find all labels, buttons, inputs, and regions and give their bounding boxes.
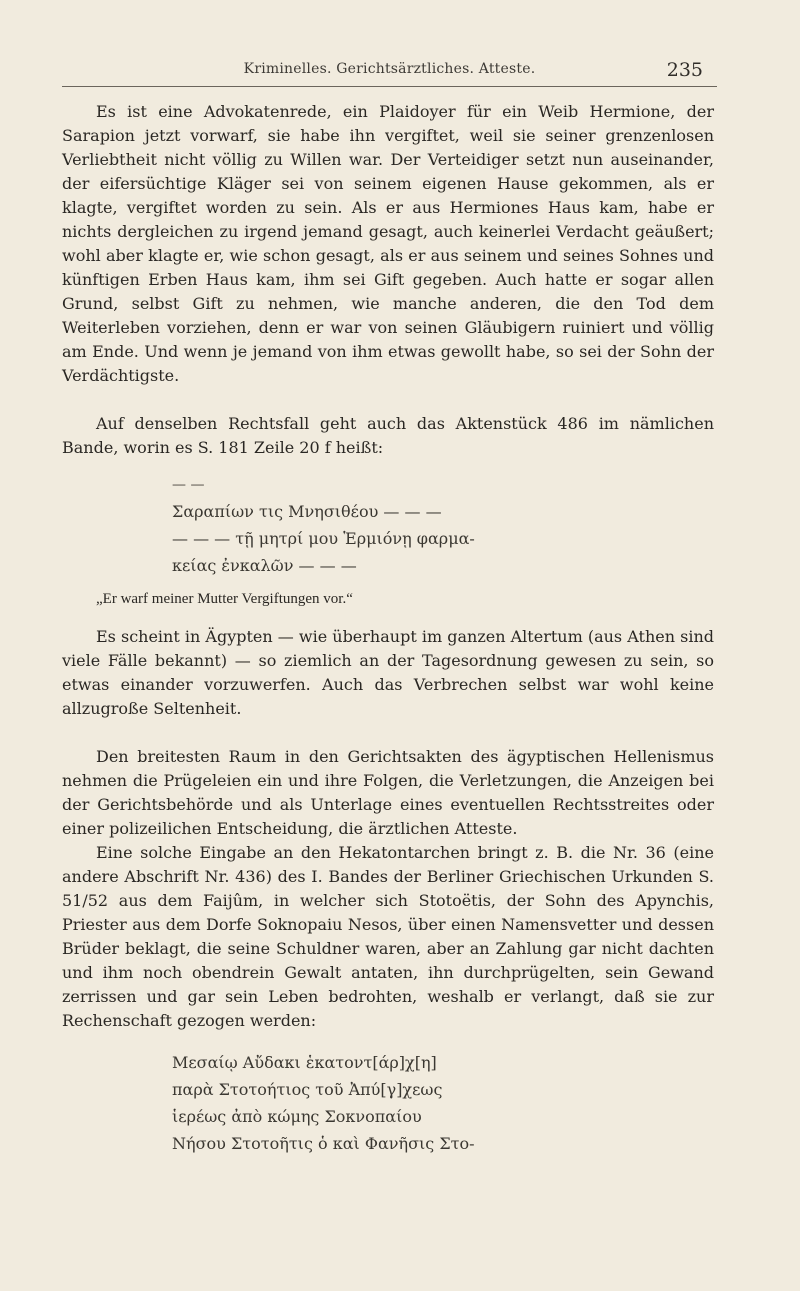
- greek-petition-line-4: Νήσου Στοτοῆτις ὁ καὶ Φανῆσις Στο-: [172, 1134, 475, 1153]
- greek-petition-line-2: παρὰ Στοτοήτιος τοῦ Ἀπύ[γ]χεως: [172, 1080, 443, 1099]
- greek-quote-line-2: — — — τῇ μητρί μου Ἑρμιόνῃ φαρμα-: [172, 529, 475, 548]
- greek-quote-dashes: — —: [172, 477, 205, 493]
- paragraph-rechtsfall: Auf denselben Rechtsfall geht auch das Aktenstück 486 im nämlichen Bande, worin es S. 181 Zeile 20 f heißt:: [62, 414, 714, 457]
- greek-petition: [62, 1049, 714, 1157]
- greek-quote-line-1: Σαραπίων τις Μνησιθέου — — —: [172, 502, 442, 521]
- page-header: [62, 58, 717, 87]
- greek-petition-line-3: ἱερέως ἀπὸ κώμης Σοκνοπαίου: [172, 1107, 422, 1126]
- running-head: Kriminelles. Gerichtsärztliches. Atteste.: [243, 61, 536, 77]
- paragraph-eingabe: Eine solche Eingabe an den Hekatontarchen bringt z. B. die Nr. 36 (eine andere Abschrift Nr. 436) des I. Bandes der Berliner Griechischen Urkunden S. 51/52 aus dem Faijûm, in welcher sich Stotoëtis, der Sohn des Apynchis, Priester aus dem Dorfe Soknopaiu Nesos, über einen Namensvetter und dessen Brüder beklagt, die seine Schuldner waren, aber an Zahlung gar nicht dachten und ihm noch obendrein Gewalt antaten, ihn durchprügelten, sein Gewand zerrissen und gar sein Leben bedrohten, weshalb er verlangt, daß sie zur Rechenschaft gezogen werden:: [62, 843, 714, 1030]
- paragraph-gerichtsakten: Den breitesten Raum in den Gerichtsakten des ägyptischen Hellenismus nehmen die Prügeleien ein und ihre Folgen, die Verletzungen, die Anzeigen bei der Gerichtsbehörde und als Unterlage eines eventuellen Rechtsstreites oder einer polizeilichen Entscheidung, die ärztlichen Atteste.: [62, 747, 714, 838]
- paragraph-advokatenrede: Es ist eine Advokatenrede, ein Plaidoyer für ein Weib Hermione, der Sarapion jetzt vorwarf, sie habe ihn vergiftet, weil sie seiner grenzenlosen Verliebtheit nicht völlig zu Willen war. Der Verteidiger setzt nun auseinander, der eifersüchtige Kläger sei von seinem eigenen Hause gekommen, als er klagte, vergiftet worden zu sein. Als er aus Hermiones Haus kam, habe er nichts dergleichen zu irgend jemand gesagt, auch keinerlei Verdacht geäußert; wohl aber klagte er, wie schon gesagt, als er aus seinem und seines Sohnes und künftigen Erben Haus kam, ihm sei Gift gegeben. Auch hatte er sogar allen Grund, selbst Gift zu nehmen, wie manche anderen, die den Tod dem Weiterleben vorziehen, denn er war von seinen Gläubigern ruiniert und völlig am Ende. Und wenn je jemand von ihm etwas gewollt habe, so sei der Sohn der Verdächtigste.: [62, 102, 714, 385]
- greek-petition-line-1: Μεσαίῳ Αὔδακι ἑκατοντ[άρ]χ[η]: [172, 1053, 437, 1072]
- page-number: 235: [666, 59, 703, 81]
- paragraph-aegypten: Es scheint in Ägypten — wie überhaupt im ganzen Altertum (aus Athen sind viele Fälle bekannt) — so ziemlich an der Tagesordnung gewesen zu sein, so etwas einander vorzuwerfen. Auch das Verbrechen selbst war wohl keine allzugroße Seltenheit.: [62, 627, 714, 718]
- greek-quote-line-3: κείας ἐνκαλῶν — — —: [172, 556, 357, 575]
- page-body: [62, 100, 714, 1157]
- translation-quote: „Er warf meiner Mutter Vergiftungen vor.“: [96, 591, 353, 607]
